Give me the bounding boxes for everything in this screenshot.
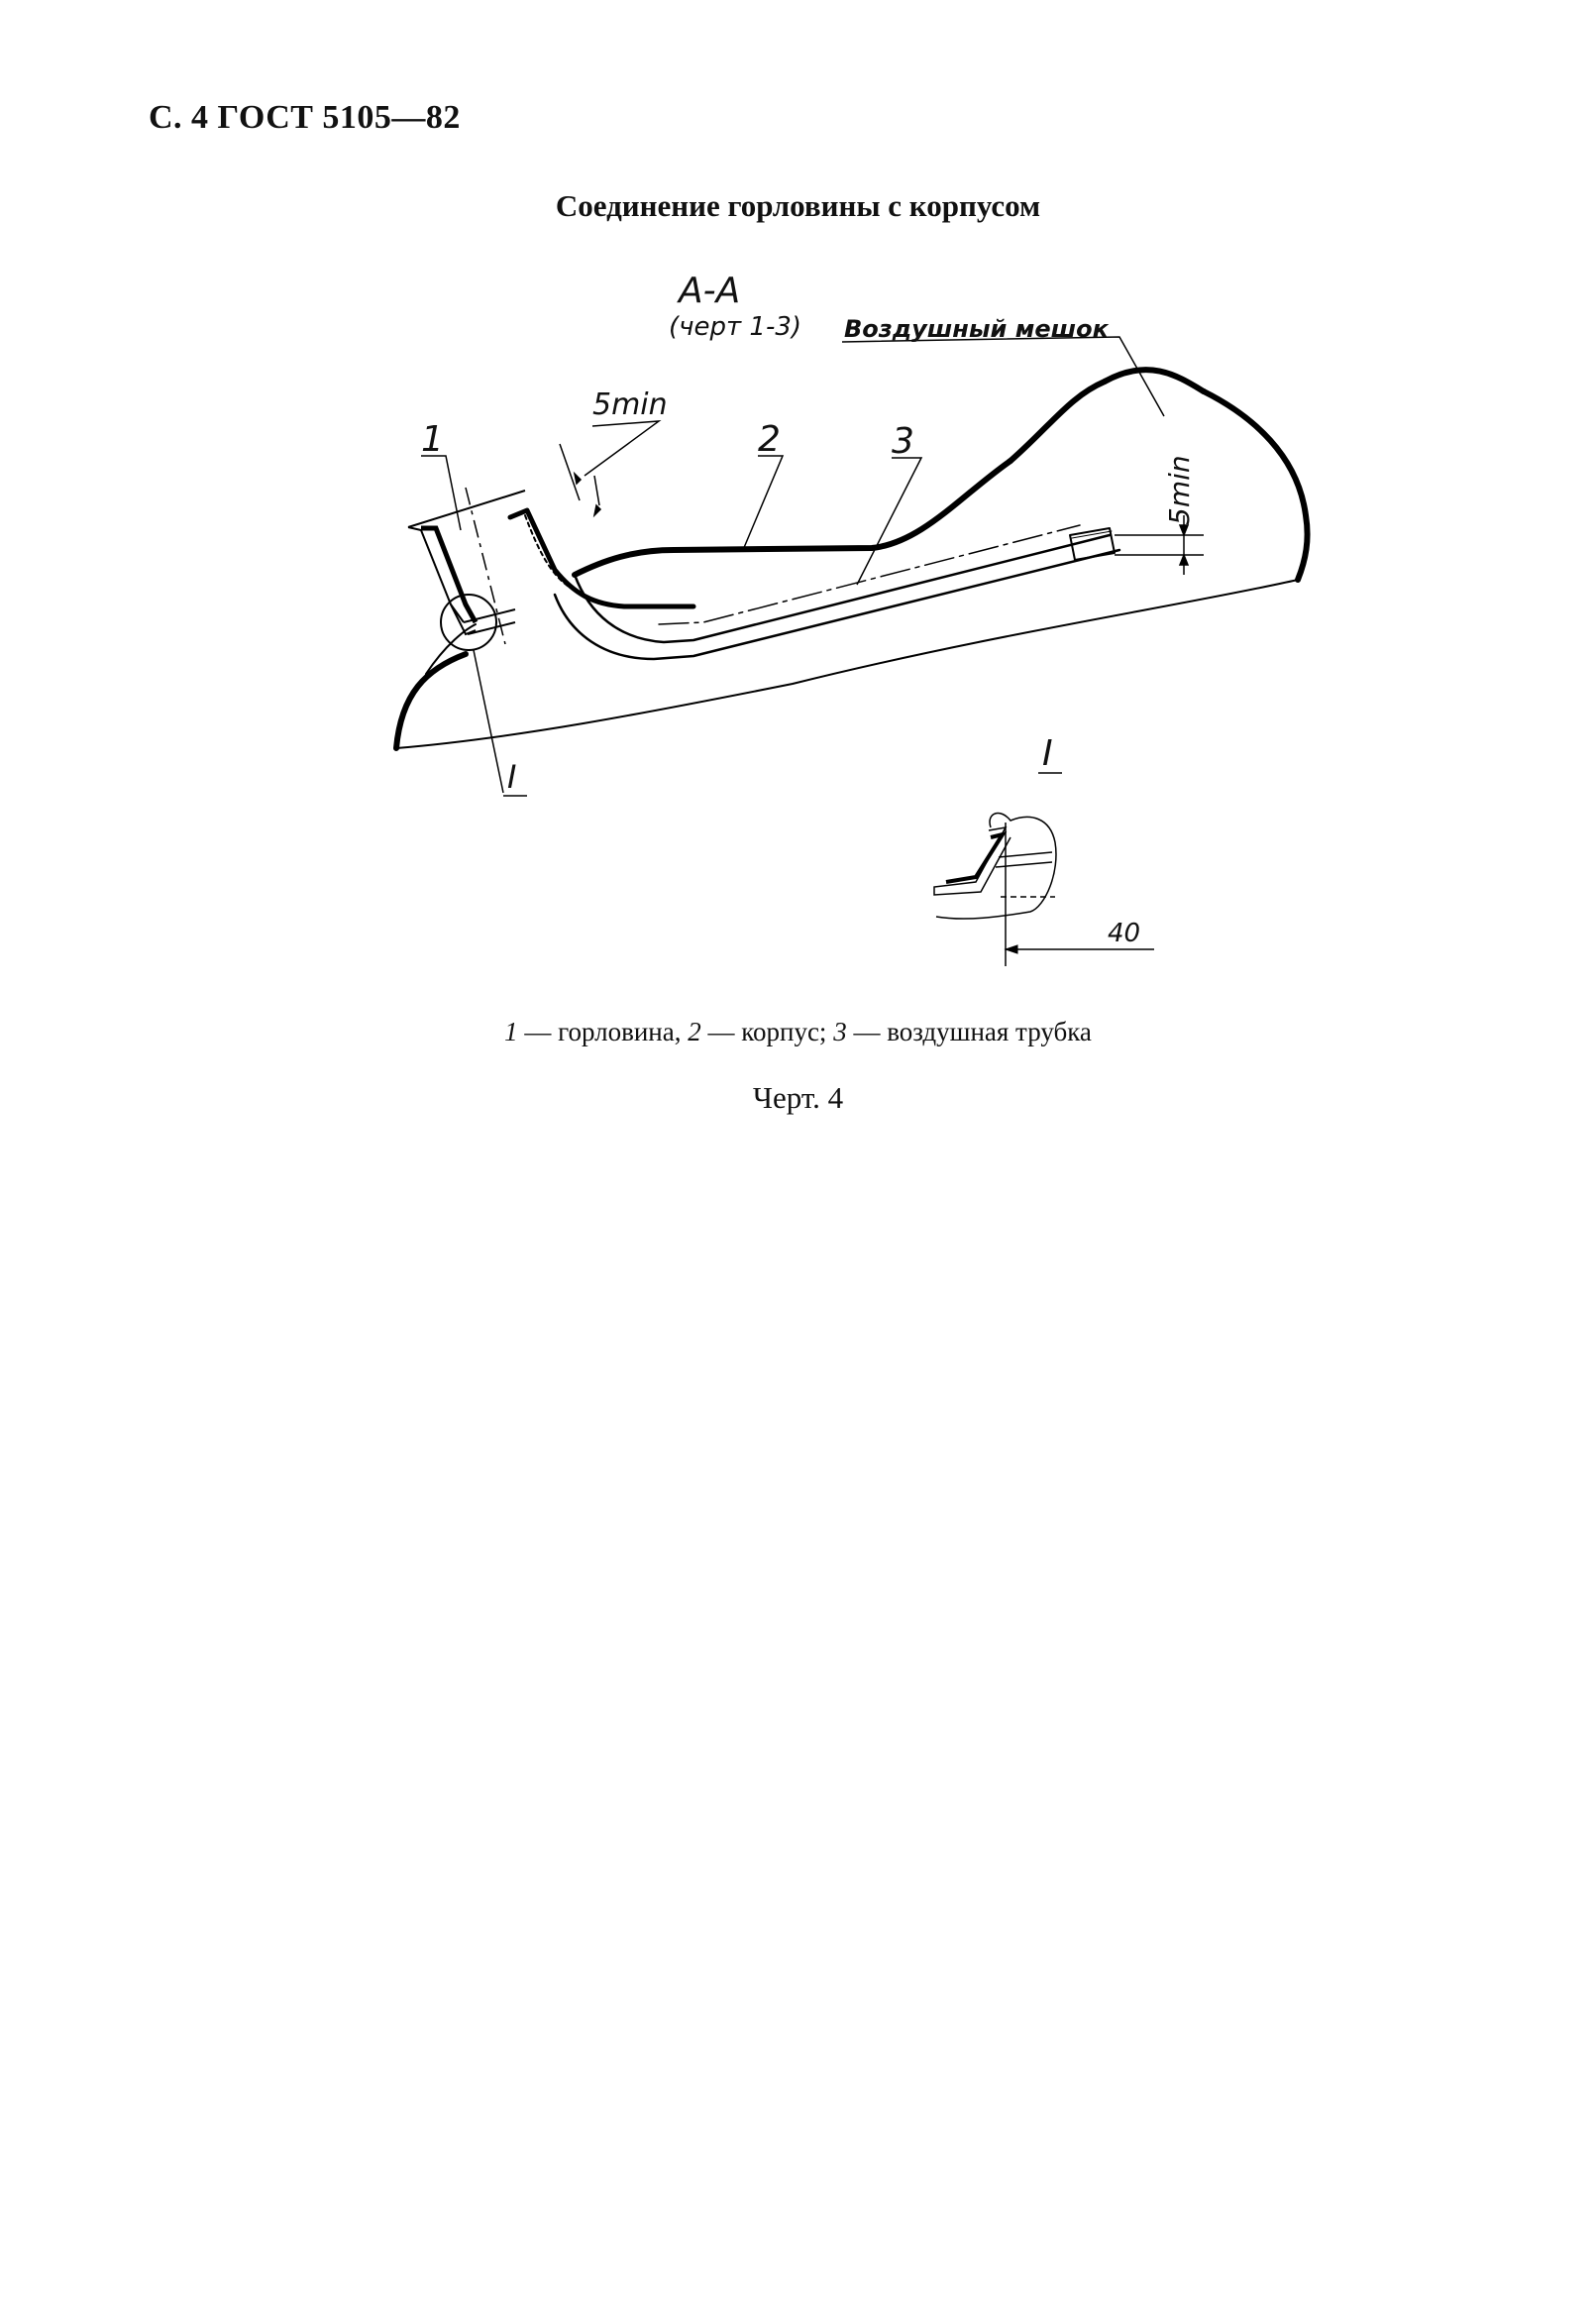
page-header: С. 4 ГОСТ 5105—82 [149,99,461,136]
callout-3: 3 [892,421,914,462]
body-shell [575,461,1011,575]
legend-num-3: 3 [833,1017,847,1046]
technical-drawing [0,0,1596,991]
callout-1: 1 [421,419,444,460]
legend-text-3: — воздушная трубка [846,1017,1092,1046]
callout-2: 2 [758,419,781,460]
figure-caption: Черт. 4 [752,1080,844,1115]
legend-text-2: — корпус; [700,1017,834,1046]
dimension-top [560,421,659,515]
legend-num-1: 1 [504,1017,518,1046]
legend [0,1017,1596,1047]
detail-circle [441,595,496,650]
section-title: Соединение горловины с корпусом [555,188,1041,223]
detail-title: I [1042,733,1053,774]
section-ref: (черт 1-3) [669,312,802,342]
legend-num-2: 2 [688,1017,701,1046]
section-label: А-А [679,271,741,311]
detail-dim: 40 [1108,919,1141,948]
neck-part [408,488,525,644]
body-outline [396,370,1308,748]
air-bag-label: Воздушный мешок [844,315,1109,343]
detail-leader [474,650,503,793]
legend-text-1: — горловина, [517,1017,689,1046]
air-tube [510,510,1119,659]
dim-right-label: 5min [1163,455,1196,525]
dim-top-label: 5min [592,387,668,422]
detail-ref: I [507,758,517,796]
